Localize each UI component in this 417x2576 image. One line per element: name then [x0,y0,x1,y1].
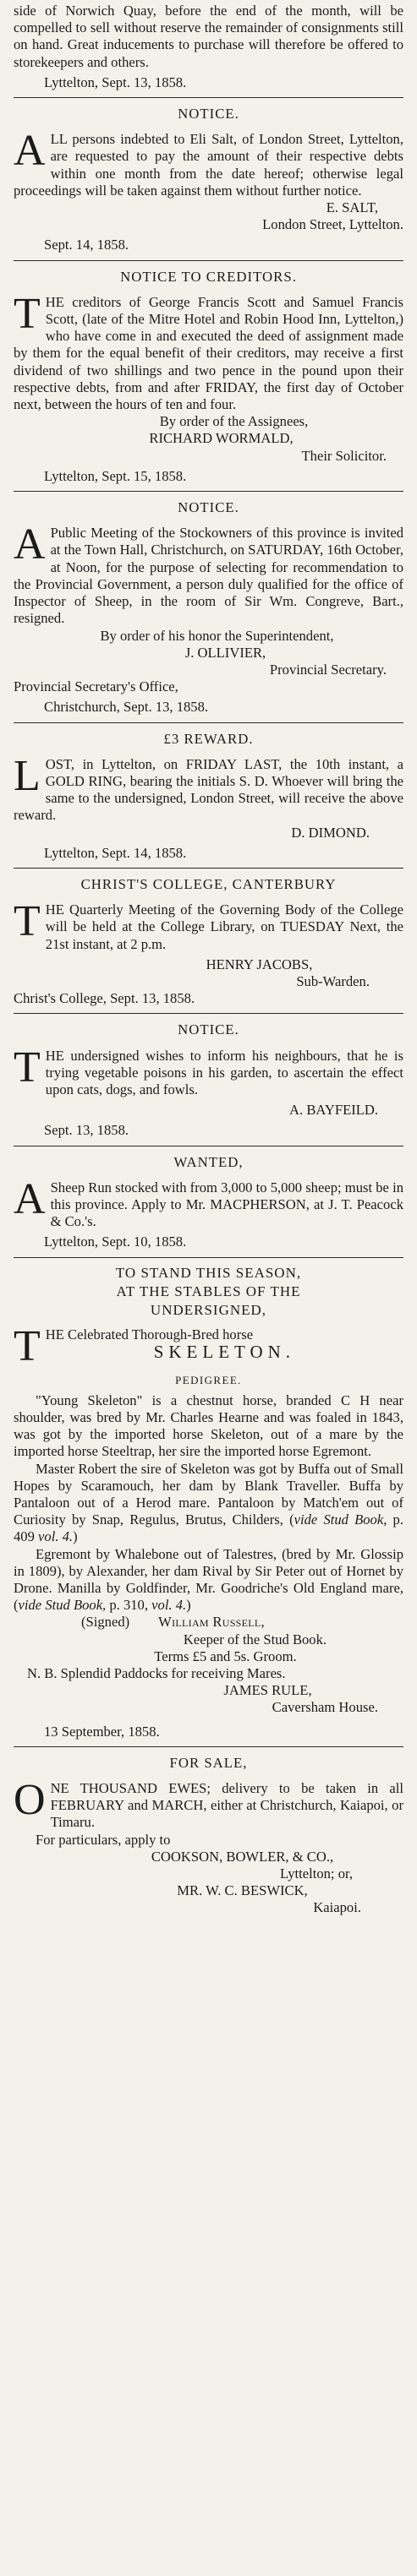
ad-date: Christchurch, Sept. 13, 1858. [44,699,209,716]
drop-cap: A [14,520,46,569]
signature-role: Their Solicitor. [301,447,387,464]
ad-heading: NOTICE TO CREDITORS. [120,268,297,285]
ad-body: Public Meeting of the Stockowners of this province is invited at the Town Hall, Christchurch, on SATURDAY, 16th October, at Noon, for the purpose of selecting for recommendation to the Provincial Government, a person duly qualified for the office of Inspector of Sheep, in the room of Sir Wm. Congreve, Bart., resigned. [14,525,403,627]
pedigree-heading: PEDIGREE. [175,1373,242,1386]
agent-2-place: Kaiapoi. [313,1899,361,1916]
ad-reward [14,723,403,869]
ad-date: Lyttelton, Sept. 14, 1858. [44,844,187,861]
pedigree-paragraph-3: Egremont by Whalebone out of Talestres, (bred by Mr. Glossip in 1809), by Alexander, her dam Rival by Sir Peter out of Hornet by Drone. Manilla by Goldfinder, Mr. Goodriche's Old England mare, (vide Stud Book, p. 310, vol. 4.) [14,1545,403,1614]
ad-heading: NOTICE. [178,106,239,123]
ad-eli-salt [14,98,403,261]
ad-stockowners-meeting [14,492,403,722]
ad-christs-college [14,869,403,1014]
ad-bayfeild [14,1014,403,1146]
ad-body: Sheep Run stocked with from 3,000 to 5,000 sheep; must be in this province. Apply to Mr. MACPHERSON, at J. T. Peacock & Co.'s. [50,1179,403,1230]
ad-skeleton-horse [14,1258,403,1747]
terms: Terms £5 and 5s. Groom. [154,1647,297,1664]
ad-title-line-3: UNDERSIGNED, [150,1301,267,1318]
drop-cap: O [14,1776,46,1825]
signature-name: HENRY JACOBS, [206,956,313,972]
paddocks-note: N. B. Splendid Paddocks for receiving Mares. [27,1665,286,1682]
office-name: Provincial Secretary's Office, [14,678,178,695]
signature-role: Provincial Secretary. [269,661,387,678]
ad-date: Sept. 13, 1858. [44,1122,129,1139]
ad-title-line-2: AT THE STABLES OF THE [116,1283,301,1299]
keeper-role: Keeper of the Stud Book. [183,1631,327,1647]
ad-date: Lyttelton, Sept. 15, 1858. [44,467,187,484]
ad-date: Christ's College, Sept. 13, 1858. [14,990,195,1007]
apply-line: For particulars, apply to [36,1831,171,1848]
ad-body: LL persons indebted to Eli Salt, of London Street, Lyttelton, are requested to pay the amount of their respective debts within one month from the date hereof; otherwise legal proceedings will be taken against them without further notice. [14,131,403,199]
ad-date: Sept. 14, 1858. [44,237,129,253]
drop-cap: T [14,1321,41,1370]
signature-name: A. BAYFEILD. [289,1102,378,1119]
ad-heading: CHRIST'S COLLEGE, CANTERBURY [80,875,337,892]
owner-place: Caversham House. [272,1699,378,1716]
agent-1-place: Lyttelton; or, [280,1865,353,1882]
signature-name: E. SALT, [326,199,378,216]
ad-heading: NOTICE. [178,499,239,516]
drop-cap: T [14,289,41,338]
agent-1-name: COOKSON, BOWLER, & CO., [151,1848,334,1865]
signature-name: J. OLLIVIER, [184,644,266,661]
drop-cap: A [14,127,46,176]
drop-cap: L [14,751,41,800]
ad-ewes-for-sale [14,1747,403,1923]
signature-name: D. DIMOND. [291,824,370,841]
pedigree-paragraph-1: "Young Skeleton" is a chestnut horse, branded C H near shoulder, was bred by Mr. Charles Hearne and was foaled in 1843, was got by the imported horse Skeleton, out of a mare by the imported horse Steeltrap, her sire the imported horse Egremont. [14,1391,403,1460]
ad-date: Lyttelton, Sept. 13, 1858. [44,74,187,90]
ad-date: Lyttelton, Sept. 10, 1858. [44,1234,187,1250]
ad-heading: FOR SALE, [169,1754,248,1771]
owner-name: JAMES RULE, [223,1682,312,1699]
ad-body: HE undersigned wishes to inform his neighbours, that he is trying vegetable poisons in his garden, to ascertain the effect upon cats, dogs, and fowls. [45,1047,403,1097]
ad-body: HE creditors of George Francis Scott and Samuel Francis Scott, (late of the Mitre Hotel and Robin Hood Inn, Lyttelton,) who have come in and executed the deed of assignment made by them for the equal benefit of their creditors, may receive a first dividend of two shillings and two pence in the pound upon their respective debts, from and after FRIDAY, the first day of October next, between the hours of ten and four. [14,293,403,413]
signature-order: By order of the Assignees, [159,413,309,430]
drop-cap: T [14,897,41,946]
ad-heading: NOTICE. [178,1021,239,1038]
signed-label: (Signed) [81,1614,130,1631]
signature-address: London Street, Lyttelton. [262,216,403,233]
ad-intro: HE Celebrated Thorough-Bred horse [45,1326,254,1342]
ad-title-line-1: TO STAND THIS SEASON, [115,1264,302,1281]
ad-date: 13 September, 1858. [44,1723,160,1740]
ad-wanted [14,1146,403,1258]
keeper-name: William Russell, [158,1614,265,1631]
ad-body: NE THOUSAND EWES; delivery to be taken in all FEBRUARY and MARCH, either at Christchurch, Kaiapoi, or Timaru. [50,1780,403,1831]
ad-heading: £3 REWARD. [163,730,254,747]
horse-name: SKELETON. [153,1341,296,1362]
ad-norwich-quay [14,0,403,98]
drop-cap: A [14,1174,46,1223]
ad-body: OST, in Lyttelton, on FRIDAY LAST, the 10th instant, a GOLD RING, bearing the initials S. D. Whoever will bring the same to the undersigned, London Street, will receive the above reward. [14,755,403,824]
ad-body: side of Norwich Quay, before the end of the month, will be compelled to sell without reserve the remainder of consignments still on hand. Great inducements to purchase will therefore be offered to storekeepers and others. [14,3,403,70]
pedigree-paragraph-2: Master Robert the sire of Skeleton was got by Buffa out of Small Hopes by Scaramouch, her dam by Blank Traveller. Buffa by Pantaloon out of a Herod mare. Pantaloon by Match'em out of Curiosity by Snap, Regulus, Brutus, Childers, (vide Stud Book, p. 409 vol. 4.) [14,1460,403,1545]
ad-notice-to-creditors [14,261,403,492]
signature-order: By order of his honor the Superintendent, [100,627,334,644]
signed-line [14,1614,403,1631]
ad-heading: WANTED, [173,1153,244,1170]
signature-name: RICHARD WORMALD, [149,430,294,447]
drop-cap: T [14,1043,41,1092]
ad-body: HE Quarterly Meeting of the Governing Body of the College will be held at the College Library, on TUESDAY Next, the 21st instant, at 2 p.m. [45,901,403,952]
signature-role: Sub-Warden. [296,972,370,989]
agent-2-name: MR. W. C. BESWICK, [177,1882,308,1899]
